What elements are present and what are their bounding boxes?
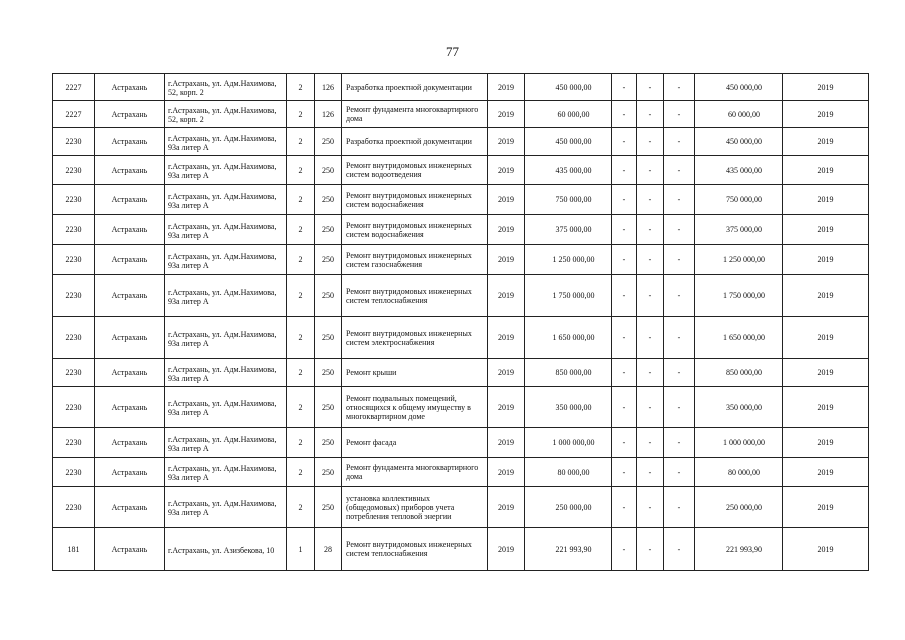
- row-year: 2019: [488, 245, 525, 275]
- row-col4: 2: [287, 317, 315, 359]
- row-total: 1 750 000,00: [695, 275, 783, 317]
- row-total: 850 000,00: [695, 359, 783, 387]
- row-city: Астрахань: [95, 317, 165, 359]
- row-city: Астрахань: [95, 128, 165, 156]
- row-dash-2: -: [637, 528, 664, 571]
- row-col4: 2: [287, 128, 315, 156]
- row-city: Астрахань: [95, 101, 165, 128]
- row-dash-1: -: [612, 74, 637, 101]
- row-city: Астрахань: [95, 245, 165, 275]
- row-work-type: Ремонт подвальных помещений, относящихся к общему имуществу в многоквартирном доме: [342, 387, 488, 428]
- row-dash-2: -: [637, 101, 664, 128]
- row-completion-year: 2019: [783, 101, 869, 128]
- row-year: 2019: [488, 487, 525, 528]
- row-amount: 435 000,00: [525, 156, 612, 185]
- row-dash-3: -: [664, 387, 695, 428]
- row-city: Астрахань: [95, 275, 165, 317]
- row-amount: 1 000 000,00: [525, 428, 612, 458]
- row-dash-1: -: [612, 428, 637, 458]
- row-address: г.Астрахань, ул. Адм.Нахимова, 93а литер А: [165, 487, 287, 528]
- table-row: [53, 74, 869, 101]
- row-address: г.Астрахань, ул. Адм.Нахимова, 93а литер А: [165, 359, 287, 387]
- row-total: 80 000,00: [695, 458, 783, 487]
- row-amount: 221 993,90: [525, 528, 612, 571]
- row-col5: 250: [315, 487, 342, 528]
- table-row: [53, 245, 869, 275]
- row-year: 2019: [488, 387, 525, 428]
- row-amount: 1 250 000,00: [525, 245, 612, 275]
- row-total: 350 000,00: [695, 387, 783, 428]
- row-id: 2230: [53, 275, 95, 317]
- row-dash-3: -: [664, 317, 695, 359]
- row-total: 750 000,00: [695, 185, 783, 215]
- row-id: 2230: [53, 387, 95, 428]
- row-city: Астрахань: [95, 156, 165, 185]
- row-id: 2230: [53, 317, 95, 359]
- row-id: 2230: [53, 245, 95, 275]
- row-col5: 126: [315, 74, 342, 101]
- repair-program-table: [52, 73, 869, 571]
- row-dash-1: -: [612, 359, 637, 387]
- row-col5: 250: [315, 387, 342, 428]
- row-dash-1: -: [612, 215, 637, 245]
- row-dash-1: -: [612, 185, 637, 215]
- row-col5: 250: [315, 275, 342, 317]
- row-id: 2230: [53, 487, 95, 528]
- row-col4: 2: [287, 487, 315, 528]
- row-dash-3: -: [664, 185, 695, 215]
- row-completion-year: 2019: [783, 317, 869, 359]
- row-address: г.Астрахань, ул. Адм.Нахимова, 93а литер А: [165, 128, 287, 156]
- row-col5: 250: [315, 359, 342, 387]
- row-address: г.Астрахань, ул. Адм.Нахимова, 93а литер А: [165, 185, 287, 215]
- row-amount: 250 000,00: [525, 487, 612, 528]
- row-amount: 1 750 000,00: [525, 275, 612, 317]
- row-id: 2227: [53, 101, 95, 128]
- row-dash-3: -: [664, 487, 695, 528]
- row-col4: 2: [287, 101, 315, 128]
- row-col5: 250: [315, 245, 342, 275]
- row-total: 450 000,00: [695, 128, 783, 156]
- row-completion-year: 2019: [783, 458, 869, 487]
- row-completion-year: 2019: [783, 74, 869, 101]
- row-city: Астрахань: [95, 387, 165, 428]
- row-completion-year: 2019: [783, 275, 869, 317]
- row-total: 435 000,00: [695, 156, 783, 185]
- row-address: г.Астрахань, ул. Адм.Нахимова, 52, корп. 2: [165, 74, 287, 101]
- row-year: 2019: [488, 359, 525, 387]
- row-dash-3: -: [664, 101, 695, 128]
- row-col5: 250: [315, 185, 342, 215]
- row-year: 2019: [488, 428, 525, 458]
- row-completion-year: 2019: [783, 156, 869, 185]
- row-city: Астрахань: [95, 487, 165, 528]
- row-col5: 28: [315, 528, 342, 571]
- row-col5: 250: [315, 317, 342, 359]
- row-dash-2: -: [637, 215, 664, 245]
- row-work-type: Ремонт внутридомовых инженерных систем теплоснабжения: [342, 528, 488, 571]
- row-col4: 2: [287, 185, 315, 215]
- row-dash-2: -: [637, 428, 664, 458]
- row-completion-year: 2019: [783, 359, 869, 387]
- row-dash-2: -: [637, 317, 664, 359]
- row-amount: 1 650 000,00: [525, 317, 612, 359]
- row-amount: 850 000,00: [525, 359, 612, 387]
- row-work-type: Ремонт фасада: [342, 428, 488, 458]
- row-work-type: Ремонт фундамента многоквартирного дома: [342, 101, 488, 128]
- row-dash-3: -: [664, 359, 695, 387]
- row-total: 1 650 000,00: [695, 317, 783, 359]
- table-row: [53, 156, 869, 185]
- row-dash-2: -: [637, 156, 664, 185]
- row-city: Астрахань: [95, 428, 165, 458]
- row-address: г.Астрахань, ул. Азизбекова, 10: [165, 528, 287, 571]
- row-dash-3: -: [664, 528, 695, 571]
- row-city: Астрахань: [95, 74, 165, 101]
- table-row: [53, 317, 869, 359]
- row-col4: 2: [287, 387, 315, 428]
- row-completion-year: 2019: [783, 487, 869, 528]
- row-work-type: Ремонт внутридомовых инженерных систем теплоснабжения: [342, 275, 488, 317]
- row-id: 2227: [53, 74, 95, 101]
- table-row: [53, 101, 869, 128]
- row-dash-1: -: [612, 528, 637, 571]
- row-address: г.Астрахань, ул. Адм.Нахимова, 93а литер А: [165, 458, 287, 487]
- row-dash-1: -: [612, 156, 637, 185]
- row-dash-1: -: [612, 101, 637, 128]
- row-amount: 80 000,00: [525, 458, 612, 487]
- row-work-type: Ремонт внутридомовых инженерных систем электроснабжения: [342, 317, 488, 359]
- row-work-type: Ремонт внутридомовых инженерных систем водоснабжения: [342, 215, 488, 245]
- row-city: Астрахань: [95, 458, 165, 487]
- row-dash-3: -: [664, 156, 695, 185]
- row-dash-3: -: [664, 74, 695, 101]
- row-year: 2019: [488, 128, 525, 156]
- row-id: 2230: [53, 428, 95, 458]
- row-col5: 250: [315, 458, 342, 487]
- row-work-type: Ремонт внутридомовых инженерных систем газоснабжения: [342, 245, 488, 275]
- row-col4: 1: [287, 528, 315, 571]
- row-id: 2230: [53, 128, 95, 156]
- row-city: Астрахань: [95, 185, 165, 215]
- row-address: г.Астрахань, ул. Адм.Нахимова, 93а литер А: [165, 275, 287, 317]
- row-work-type: Разработка проектной документации: [342, 74, 488, 101]
- row-amount: 60 000,00: [525, 101, 612, 128]
- table-body: [53, 74, 869, 571]
- row-amount: 450 000,00: [525, 128, 612, 156]
- row-dash-1: -: [612, 317, 637, 359]
- row-dash-2: -: [637, 275, 664, 317]
- row-year: 2019: [488, 215, 525, 245]
- row-year: 2019: [488, 528, 525, 571]
- row-address: г.Астрахань, ул. Адм.Нахимова, 93а литер А: [165, 428, 287, 458]
- row-col4: 2: [287, 74, 315, 101]
- row-completion-year: 2019: [783, 387, 869, 428]
- row-completion-year: 2019: [783, 528, 869, 571]
- table-row: [53, 359, 869, 387]
- row-total: 450 000,00: [695, 74, 783, 101]
- table-row: [53, 215, 869, 245]
- row-dash-3: -: [664, 275, 695, 317]
- row-work-type: Ремонт фундамента многоквартирного дома: [342, 458, 488, 487]
- row-year: 2019: [488, 74, 525, 101]
- row-dash-1: -: [612, 275, 637, 317]
- row-completion-year: 2019: [783, 128, 869, 156]
- row-completion-year: 2019: [783, 428, 869, 458]
- row-dash-3: -: [664, 428, 695, 458]
- row-id: 2230: [53, 156, 95, 185]
- row-total: 221 993,90: [695, 528, 783, 571]
- row-col4: 2: [287, 428, 315, 458]
- table-row: [53, 458, 869, 487]
- row-completion-year: 2019: [783, 215, 869, 245]
- row-col4: 2: [287, 245, 315, 275]
- row-id: 2230: [53, 185, 95, 215]
- row-address: г.Астрахань, ул. Адм.Нахимова, 52, корп. 2: [165, 101, 287, 128]
- table-row: [53, 528, 869, 571]
- row-dash-2: -: [637, 245, 664, 275]
- row-dash-3: -: [664, 128, 695, 156]
- row-year: 2019: [488, 458, 525, 487]
- row-year: 2019: [488, 275, 525, 317]
- row-city: Астрахань: [95, 528, 165, 571]
- row-dash-1: -: [612, 458, 637, 487]
- row-col4: 2: [287, 275, 315, 317]
- row-city: Астрахань: [95, 215, 165, 245]
- row-year: 2019: [488, 317, 525, 359]
- row-address: г.Астрахань, ул. Адм.Нахимова, 93а литер А: [165, 215, 287, 245]
- row-total: 1 250 000,00: [695, 245, 783, 275]
- table-row: [53, 387, 869, 428]
- table-row: [53, 487, 869, 528]
- row-col5: 250: [315, 215, 342, 245]
- row-amount: 750 000,00: [525, 185, 612, 215]
- row-work-type: Разработка проектной документации: [342, 128, 488, 156]
- row-completion-year: 2019: [783, 245, 869, 275]
- row-year: 2019: [488, 156, 525, 185]
- row-address: г.Астрахань, ул. Адм.Нахимова, 93а литер А: [165, 156, 287, 185]
- row-amount: 350 000,00: [525, 387, 612, 428]
- row-total: 60 000,00: [695, 101, 783, 128]
- row-total: 1 000 000,00: [695, 428, 783, 458]
- row-dash-2: -: [637, 185, 664, 215]
- row-col4: 2: [287, 359, 315, 387]
- row-year: 2019: [488, 185, 525, 215]
- row-dash-1: -: [612, 387, 637, 428]
- row-id: 2230: [53, 359, 95, 387]
- row-dash-2: -: [637, 458, 664, 487]
- row-col5: 126: [315, 101, 342, 128]
- row-total: 250 000,00: [695, 487, 783, 528]
- row-col4: 2: [287, 156, 315, 185]
- row-dash-1: -: [612, 245, 637, 275]
- row-total: 375 000,00: [695, 215, 783, 245]
- row-dash-2: -: [637, 387, 664, 428]
- row-address: г.Астрахань, ул. Адм.Нахимова, 93а литер А: [165, 245, 287, 275]
- row-col5: 250: [315, 128, 342, 156]
- row-dash-2: -: [637, 74, 664, 101]
- row-dash-2: -: [637, 359, 664, 387]
- row-id: 2230: [53, 215, 95, 245]
- row-work-type: Ремонт внутридомовых инженерных систем водоотведения: [342, 156, 488, 185]
- table-row: [53, 185, 869, 215]
- row-id: 181: [53, 528, 95, 571]
- row-address: г.Астрахань, ул. Адм.Нахимова, 93а литер А: [165, 317, 287, 359]
- table-row: [53, 128, 869, 156]
- page-number: 77: [446, 44, 459, 59]
- row-col5: 250: [315, 156, 342, 185]
- row-work-type: Ремонт внутридомовых инженерных систем водоснабжения: [342, 185, 488, 215]
- row-col4: 2: [287, 458, 315, 487]
- row-id: 2230: [53, 458, 95, 487]
- table-row: [53, 275, 869, 317]
- row-work-type: установка коллективных (общедомовых) приборов учета потребления тепловой энергии: [342, 487, 488, 528]
- row-amount: 375 000,00: [525, 215, 612, 245]
- row-amount: 450 000,00: [525, 74, 612, 101]
- row-dash-2: -: [637, 487, 664, 528]
- row-col4: 2: [287, 215, 315, 245]
- row-work-type: Ремонт крыши: [342, 359, 488, 387]
- row-dash-2: -: [637, 128, 664, 156]
- row-dash-3: -: [664, 215, 695, 245]
- row-city: Астрахань: [95, 359, 165, 387]
- row-dash-3: -: [664, 245, 695, 275]
- row-year: 2019: [488, 101, 525, 128]
- row-dash-1: -: [612, 487, 637, 528]
- row-col5: 250: [315, 428, 342, 458]
- row-address: г.Астрахань, ул. Адм.Нахимова, 93а литер А: [165, 387, 287, 428]
- row-dash-3: -: [664, 458, 695, 487]
- row-completion-year: 2019: [783, 185, 869, 215]
- table-row: [53, 428, 869, 458]
- row-dash-1: -: [612, 128, 637, 156]
